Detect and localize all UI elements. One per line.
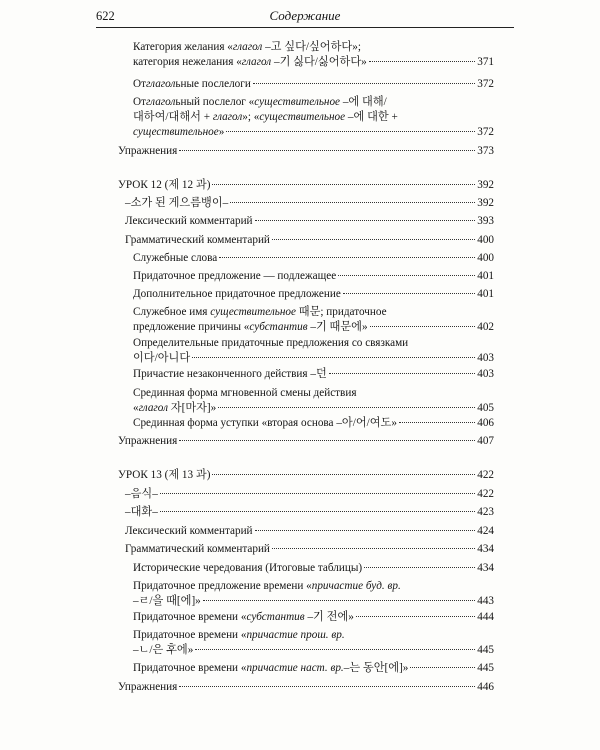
toc-page-number: 371 (477, 56, 494, 68)
dot-leader (410, 667, 475, 668)
toc-entry (118, 680, 494, 695)
toc-entry (133, 561, 494, 576)
toc-entry (133, 251, 494, 266)
toc-page-number: 424 (477, 525, 494, 537)
toc-entry (125, 233, 494, 248)
toc-entry (118, 434, 494, 449)
toc-entry-title: Срединная форма уступки «вторая основа –아/어/여도» (133, 417, 397, 429)
toc-page-number: 405 (477, 402, 494, 414)
toc-entry-title: Упражнения (118, 435, 178, 447)
toc-page-number: 393 (477, 215, 494, 227)
toc-page-number: 422 (477, 488, 494, 500)
toc-entry-title: существительное» (133, 126, 225, 138)
page-header (96, 7, 514, 28)
toc-entry-title: Дополнительное придаточное предложение (133, 288, 341, 300)
toc-entry (133, 386, 494, 416)
toc-entry-title: категория нежелания «глагол –기 싫다/싫어하다» (133, 56, 367, 68)
toc-page-number: 444 (477, 611, 494, 623)
toc-entry-line: Категория желания «глагол –고 싶다/싶어하다»; (133, 41, 361, 53)
dot-leader (219, 257, 475, 258)
toc-entry-title: УРОК 12 (제 12 과) (118, 179, 211, 191)
toc-entry (125, 487, 494, 502)
toc-page-number: 403 (477, 368, 494, 380)
toc-page-number: 434 (477, 562, 494, 574)
toc-entry-title: –ㄹ/을 때[에]» (133, 595, 201, 607)
dot-leader (255, 530, 476, 531)
toc-entry (133, 610, 494, 625)
toc-entry (133, 269, 494, 284)
toc-entry-line: Определительные придаточные предложения со связками (133, 337, 409, 349)
toc-entry-title: Грамматический комментарий (125, 234, 270, 246)
toc-page-number: 434 (477, 543, 494, 555)
toc-page-number: 423 (477, 506, 494, 518)
dot-leader (179, 440, 475, 441)
dot-leader (179, 686, 475, 687)
dot-leader (329, 373, 475, 374)
toc-entry-title: «глагол 자[마자]» (133, 402, 217, 414)
dot-leader (218, 407, 475, 408)
dot-leader (369, 61, 475, 62)
toc-entry-title: Упражнения (118, 681, 178, 693)
toc-page-number: 392 (477, 197, 494, 209)
toc-page-number: 445 (477, 662, 494, 674)
toc-entry (133, 305, 494, 335)
dot-leader (230, 202, 475, 203)
toc-entry (133, 77, 494, 92)
toc-entry (133, 287, 494, 302)
toc-page-number: 372 (477, 126, 494, 138)
toc-entry-line: Срединная форма мгновенной смены действия (133, 387, 357, 399)
toc-entry-title: Исторические чередования (Итоговые таблицы) (133, 562, 363, 574)
toc-page-number: 422 (477, 469, 494, 481)
toc-entry (118, 144, 494, 159)
toc-entry (125, 524, 494, 539)
toc-entry-title: Лексический комментарий (125, 215, 253, 227)
toc-page-number: 445 (477, 644, 494, 656)
toc-entry-title: Грамматический комментарий (125, 543, 270, 555)
toc-entry (133, 336, 494, 366)
toc-page-number: 372 (477, 78, 494, 90)
toc-entry (125, 214, 494, 229)
toc-entry-title: –대화– (125, 506, 158, 518)
toc-entry-title: Придаточное предложение — подлежащее (133, 270, 337, 282)
dot-leader (179, 150, 475, 151)
toc-entry-title: –음식– (125, 488, 158, 500)
toc-page-number: 446 (477, 681, 494, 693)
toc-page-number: 401 (477, 270, 494, 282)
toc-entry-title: предложение причины «субстантив –기 때문에» (133, 321, 368, 333)
dot-leader (343, 293, 475, 294)
toc-entry-title: –ㄴ/은 후에» (133, 644, 194, 656)
toc-page-number: 406 (477, 417, 494, 429)
toc-page-number: 403 (477, 352, 494, 364)
toc-page-number: 400 (477, 234, 494, 246)
dot-leader (364, 567, 475, 568)
toc-entry-title: УРОК 13 (제 13 과) (118, 469, 211, 481)
toc-page-number: 401 (477, 288, 494, 300)
dot-leader (399, 422, 475, 423)
toc-entry-title: Придаточное времени «причастие наст. вр.–는 동안[에]» (133, 662, 409, 674)
toc-entry-title: Упражнения (118, 145, 178, 157)
dot-leader (192, 357, 475, 358)
toc-entry-line: Придаточное времени «причастие прош. вр. (133, 629, 345, 641)
toc-entry-title: Отглагольные послелоги (133, 78, 251, 90)
toc-entry (133, 95, 494, 140)
toc-entry-line: Отглагольный послелог «существительное –에 대해/ (133, 96, 387, 108)
dot-leader (272, 239, 475, 240)
toc-page-number: 400 (477, 252, 494, 264)
dot-leader (212, 474, 475, 475)
toc-entry (118, 178, 494, 193)
toc-page-number: 443 (477, 595, 494, 607)
toc-entry (125, 196, 494, 211)
toc-entry (133, 628, 494, 658)
dot-leader (160, 493, 475, 494)
toc-entry-line: 대하여/대해서 + глагол»; «существительное –에 대한 + (133, 111, 398, 123)
toc-entry-title: –소가 된 게으름뱅이– (125, 197, 229, 209)
toc-entry (133, 579, 494, 609)
dot-leader (195, 649, 475, 650)
toc-entry (133, 367, 494, 382)
dot-leader (226, 131, 475, 132)
dot-leader (356, 616, 475, 617)
toc-entry (133, 40, 494, 70)
toc-entry (125, 542, 494, 557)
dot-leader (160, 511, 475, 512)
dot-leader (253, 83, 475, 84)
toc-page-number: 392 (477, 179, 494, 191)
dot-leader (370, 326, 476, 327)
page-number: 622 (96, 9, 115, 23)
toc-page-number: 373 (477, 145, 494, 157)
toc-entry (125, 505, 494, 520)
toc-page-number: 407 (477, 435, 494, 447)
dot-leader (338, 275, 475, 276)
toc-entry-title: Причастие незаконченного действия –던 (133, 368, 327, 380)
toc-entry-title: 이다/아니다 (133, 352, 191, 364)
toc-entry-line: Придаточное предложение времени «причастие буд. вр. (133, 580, 401, 592)
toc-entry (118, 468, 494, 483)
dot-leader (203, 600, 475, 601)
toc-entry-title: Придаточное времени «субстантив –기 전에» (133, 611, 354, 623)
toc-entry (133, 661, 494, 676)
toc-entry-title: Лексический комментарий (125, 525, 253, 537)
dot-leader (272, 548, 475, 549)
toc-entry (133, 416, 494, 431)
toc-entry-line: Служебное имя существительное 때문; придаточное (133, 306, 387, 318)
dot-leader (255, 220, 476, 221)
toc-page-number: 402 (477, 321, 494, 333)
dot-leader (212, 184, 475, 185)
toc-entry-title: Служебные слова (133, 252, 218, 264)
header-title: Содержание (269, 8, 341, 23)
